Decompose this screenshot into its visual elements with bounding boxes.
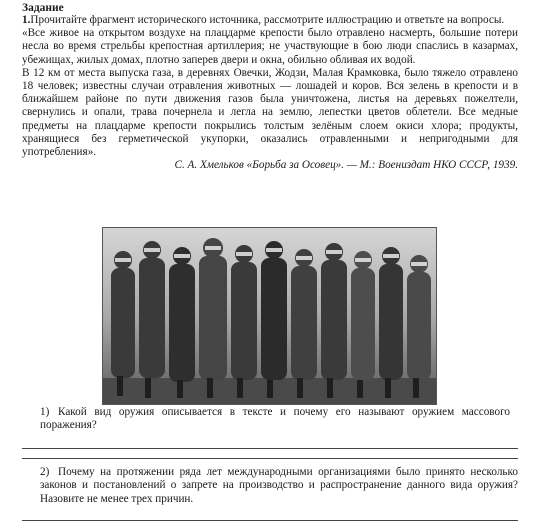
question-2-text: Почему на протяжении ряда лет международными организациями было принято несколько законов и постановлений о запрете на производство и распространение данного вида оружия? Назовите не менее трех причин. — [40, 466, 518, 505]
source-paragraph-1: «Все живое на открытом воздухе на плацдарме крепости было отравлено насмерть, большие потери несла во время стрельбы крепостная артиллерия; не участвующие в бою люди спаслись в казармах, убежищах, жилых домах, плотно заперев двери и окна, обильно обливая их водой. — [22, 27, 518, 66]
gassed-soldiers-photo-image — [103, 228, 436, 404]
source-citation: С. А. Хмельков «Борьба за Осовец». — М.: Воениздат НКО СССР, 1939. — [174, 159, 518, 172]
task-instruction: Прочитайте фрагмент исторического источника, рассмотрите иллюстрацию и ответьте на вопросы. — [30, 14, 505, 26]
task-number: 1. — [22, 14, 31, 26]
answer-line-3[interactable] — [22, 520, 518, 521]
answer-line-1[interactable] — [22, 448, 518, 449]
task-heading: Задание — [22, 2, 64, 14]
question-2-number: 2) — [40, 466, 50, 478]
task-instruction-line — [22, 14, 518, 27]
question-1 — [40, 406, 510, 433]
source-paragraph-2: В 12 км от места выпуска газа, в деревнях Овечки, Жодзи, Малая Крамковка, было тяжело отравлено 18 человек; известны случаи отравления животных — лошадей и коров. Вся зелень в крепости и в ближайшем районе по пути движения газов была уничтожена, листья на деревьях пожелтели, свернулись и опали, трава почернела и легла на землю, лепестки цветов облетели. Все медные предметы на плацдарме крепости покрылись толстым зелёным слоем окиси хлора; продукты, хранящиеся без герметической укупорки, оказались отравленными и непригодными для употребления». — [22, 66, 518, 159]
question-1-text: Какой вид оружия описывается в тексте и почему его называют оружием массового поражения? — [40, 406, 510, 432]
question-1-number: 1) — [40, 406, 50, 418]
question-2 — [40, 466, 518, 506]
answer-line-2[interactable] — [22, 458, 518, 459]
task-text-block — [22, 14, 518, 172]
historical-photo — [102, 227, 437, 405]
